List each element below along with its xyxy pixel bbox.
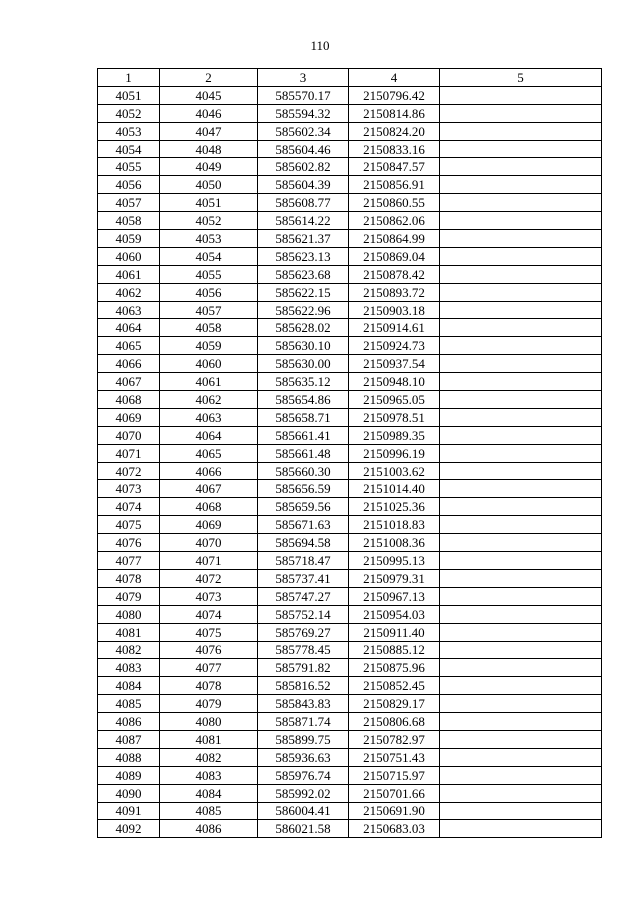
table-row [98,426,602,444]
reference-number-cell: 4056 [160,283,258,301]
column-header-3: 3 [258,69,349,87]
y-coordinate-cell: 2150852.45 [349,677,440,695]
reference-number-cell: 4082 [160,748,258,766]
point-number-cell: 4089 [98,766,160,784]
note-cell [440,820,602,838]
x-coordinate-cell: 585621.37 [258,230,349,248]
note-cell [440,480,602,498]
reference-number-cell: 4050 [160,176,258,194]
x-coordinate-cell: 585608.77 [258,194,349,212]
x-coordinate-cell: 585630.00 [258,355,349,373]
x-coordinate-cell: 585658.71 [258,408,349,426]
reference-number-cell: 4076 [160,641,258,659]
x-coordinate-cell: 586021.58 [258,820,349,838]
reference-number-cell: 4054 [160,247,258,265]
point-number-cell: 4062 [98,283,160,301]
x-coordinate-cell: 585604.46 [258,140,349,158]
table-row [98,86,602,104]
point-number-cell: 4057 [98,194,160,212]
note-cell [440,552,602,570]
note-cell [440,158,602,176]
table-row [98,623,602,641]
point-number-cell: 4061 [98,265,160,283]
table-row [98,158,602,176]
point-number-cell: 4077 [98,552,160,570]
point-number-cell: 4056 [98,176,160,194]
x-coordinate-cell: 585661.48 [258,444,349,462]
page-number: 110 [310,38,330,53]
y-coordinate-cell: 2150875.96 [349,659,440,677]
y-coordinate-cell: 2150893.72 [349,283,440,301]
table-row [98,122,602,140]
table-row [98,766,602,784]
table-row [98,498,602,516]
x-coordinate-cell: 585747.27 [258,587,349,605]
x-coordinate-cell: 585622.15 [258,283,349,301]
point-number-cell: 4063 [98,301,160,319]
y-coordinate-cell: 2150824.20 [349,122,440,140]
table-row [98,659,602,677]
point-number-cell: 4076 [98,534,160,552]
point-number-cell: 4080 [98,605,160,623]
note-cell [440,444,602,462]
y-coordinate-cell: 2150885.12 [349,641,440,659]
point-number-cell: 4083 [98,659,160,677]
reference-number-cell: 4077 [160,659,258,677]
y-coordinate-cell: 2150996.19 [349,444,440,462]
x-coordinate-cell: 585656.59 [258,480,349,498]
reference-number-cell: 4064 [160,426,258,444]
point-number-cell: 4084 [98,677,160,695]
x-coordinate-cell: 585614.22 [258,212,349,230]
x-coordinate-cell: 585659.56 [258,498,349,516]
y-coordinate-cell: 2150751.43 [349,748,440,766]
y-coordinate-cell: 2151014.40 [349,480,440,498]
x-coordinate-cell: 585623.13 [258,247,349,265]
y-coordinate-cell: 2151003.62 [349,462,440,480]
reference-number-cell: 4074 [160,605,258,623]
note-cell [440,337,602,355]
table-row [98,355,602,373]
x-coordinate-cell: 585594.32 [258,104,349,122]
point-number-cell: 4058 [98,212,160,230]
table-row [98,480,602,498]
point-number-cell: 4072 [98,462,160,480]
reference-number-cell: 4073 [160,587,258,605]
note-cell [440,569,602,587]
note-cell [440,802,602,820]
x-coordinate-cell: 585976.74 [258,766,349,784]
reference-number-cell: 4057 [160,301,258,319]
x-coordinate-cell: 585791.82 [258,659,349,677]
y-coordinate-cell: 2150782.97 [349,730,440,748]
table-row [98,605,602,623]
table-row [98,212,602,230]
table-row [98,516,602,534]
reference-number-cell: 4053 [160,230,258,248]
note-cell [440,695,602,713]
x-coordinate-cell: 585871.74 [258,713,349,731]
y-coordinate-cell: 2150856.91 [349,176,440,194]
reference-number-cell: 4045 [160,86,258,104]
note-cell [440,516,602,534]
y-coordinate-cell: 2150806.68 [349,713,440,731]
y-coordinate-cell: 2150948.10 [349,373,440,391]
note-cell [440,605,602,623]
reference-number-cell: 4046 [160,104,258,122]
point-number-cell: 4082 [98,641,160,659]
reference-number-cell: 4068 [160,498,258,516]
note-cell [440,283,602,301]
y-coordinate-cell: 2150989.35 [349,426,440,444]
reference-number-cell: 4047 [160,122,258,140]
y-coordinate-cell: 2150847.57 [349,158,440,176]
point-number-cell: 4051 [98,86,160,104]
table-row [98,265,602,283]
reference-number-cell: 4069 [160,516,258,534]
point-number-cell: 4064 [98,319,160,337]
point-number-cell: 4070 [98,426,160,444]
note-cell [440,194,602,212]
note-cell [440,373,602,391]
reference-number-cell: 4083 [160,766,258,784]
y-coordinate-cell: 2150796.42 [349,86,440,104]
y-coordinate-cell: 2150965.05 [349,391,440,409]
point-number-cell: 4065 [98,337,160,355]
y-coordinate-cell: 2151018.83 [349,516,440,534]
point-number-cell: 4079 [98,587,160,605]
x-coordinate-cell: 585635.12 [258,373,349,391]
table-row [98,319,602,337]
point-number-cell: 4066 [98,355,160,373]
reference-number-cell: 4061 [160,373,258,391]
reference-number-cell: 4067 [160,480,258,498]
note-cell [440,748,602,766]
column-header-4: 4 [349,69,440,87]
y-coordinate-cell: 2150701.66 [349,784,440,802]
reference-number-cell: 4060 [160,355,258,373]
y-coordinate-cell: 2150862.06 [349,212,440,230]
x-coordinate-cell: 585660.30 [258,462,349,480]
note-cell [440,730,602,748]
table-row [98,408,602,426]
note-cell [440,426,602,444]
y-coordinate-cell: 2151025.36 [349,498,440,516]
note-cell [440,122,602,140]
header-row [98,69,602,87]
table-row [98,802,602,820]
point-number-cell: 4091 [98,802,160,820]
point-number-cell: 4074 [98,498,160,516]
point-number-cell: 4087 [98,730,160,748]
x-coordinate-cell: 585694.58 [258,534,349,552]
reference-number-cell: 4080 [160,713,258,731]
table-row [98,748,602,766]
note-cell [440,766,602,784]
y-coordinate-cell: 2150691.90 [349,802,440,820]
reference-number-cell: 4058 [160,319,258,337]
table-row [98,641,602,659]
point-number-cell: 4073 [98,480,160,498]
reference-number-cell: 4052 [160,212,258,230]
table-row [98,713,602,731]
table-row [98,140,602,158]
x-coordinate-cell: 585623.68 [258,265,349,283]
reference-number-cell: 4084 [160,784,258,802]
y-coordinate-cell: 2150833.16 [349,140,440,158]
y-coordinate-cell: 2150683.03 [349,820,440,838]
y-coordinate-cell: 2150864.99 [349,230,440,248]
table-row [98,587,602,605]
reference-number-cell: 4081 [160,730,258,748]
reference-number-cell: 4071 [160,552,258,570]
table-row [98,552,602,570]
coordinates-table [97,68,602,838]
y-coordinate-cell: 2150814.86 [349,104,440,122]
note-cell [440,247,602,265]
table-body [98,86,602,837]
point-number-cell: 4090 [98,784,160,802]
y-coordinate-cell: 2150924.73 [349,337,440,355]
reference-number-cell: 4059 [160,337,258,355]
note-cell [440,86,602,104]
note-cell [440,623,602,641]
y-coordinate-cell: 2150937.54 [349,355,440,373]
x-coordinate-cell: 586004.41 [258,802,349,820]
note-cell [440,301,602,319]
table-row [98,104,602,122]
note-cell [440,784,602,802]
reference-number-cell: 4062 [160,391,258,409]
table-row [98,444,602,462]
x-coordinate-cell: 585622.96 [258,301,349,319]
point-number-cell: 4075 [98,516,160,534]
x-coordinate-cell: 585816.52 [258,677,349,695]
note-cell [440,176,602,194]
table-row [98,820,602,838]
x-coordinate-cell: 585718.47 [258,552,349,570]
reference-number-cell: 4079 [160,695,258,713]
y-coordinate-cell: 2150878.42 [349,265,440,283]
reference-number-cell: 4086 [160,820,258,838]
note-cell [440,212,602,230]
y-coordinate-cell: 2150860.55 [349,194,440,212]
reference-number-cell: 4065 [160,444,258,462]
x-coordinate-cell: 585769.27 [258,623,349,641]
x-coordinate-cell: 585630.10 [258,337,349,355]
note-cell [440,659,602,677]
table-row [98,247,602,265]
table-row [98,695,602,713]
table-header [98,69,602,87]
point-number-cell: 4092 [98,820,160,838]
note-cell [440,355,602,373]
point-number-cell: 4059 [98,230,160,248]
point-number-cell: 4067 [98,373,160,391]
x-coordinate-cell: 585992.02 [258,784,349,802]
table-row [98,230,602,248]
reference-number-cell: 4063 [160,408,258,426]
column-header-5: 5 [440,69,602,87]
reference-number-cell: 4072 [160,569,258,587]
y-coordinate-cell: 2151008.36 [349,534,440,552]
reference-number-cell: 4075 [160,623,258,641]
x-coordinate-cell: 585737.41 [258,569,349,587]
table-row [98,534,602,552]
point-number-cell: 4071 [98,444,160,462]
x-coordinate-cell: 585628.02 [258,319,349,337]
note-cell [440,230,602,248]
reference-number-cell: 4051 [160,194,258,212]
point-number-cell: 4086 [98,713,160,731]
note-cell [440,498,602,516]
reference-number-cell: 4049 [160,158,258,176]
point-number-cell: 4052 [98,104,160,122]
table-row [98,283,602,301]
point-number-cell: 4054 [98,140,160,158]
note-cell [440,462,602,480]
y-coordinate-cell: 2150715.97 [349,766,440,784]
x-coordinate-cell: 585843.83 [258,695,349,713]
x-coordinate-cell: 585752.14 [258,605,349,623]
y-coordinate-cell: 2150829.17 [349,695,440,713]
x-coordinate-cell: 585661.41 [258,426,349,444]
column-header-2: 2 [160,69,258,87]
x-coordinate-cell: 585602.34 [258,122,349,140]
y-coordinate-cell: 2150954.03 [349,605,440,623]
table-row [98,391,602,409]
reference-number-cell: 4048 [160,140,258,158]
y-coordinate-cell: 2150967.13 [349,587,440,605]
note-cell [440,587,602,605]
note-cell [440,713,602,731]
note-cell [440,319,602,337]
note-cell [440,265,602,283]
note-cell [440,104,602,122]
point-number-cell: 4053 [98,122,160,140]
y-coordinate-cell: 2150914.61 [349,319,440,337]
reference-number-cell: 4055 [160,265,258,283]
table-row [98,569,602,587]
point-number-cell: 4078 [98,569,160,587]
table-row [98,337,602,355]
table-row [98,301,602,319]
table-row [98,373,602,391]
point-number-cell: 4055 [98,158,160,176]
point-number-cell: 4085 [98,695,160,713]
note-cell [440,534,602,552]
y-coordinate-cell: 2150979.31 [349,569,440,587]
x-coordinate-cell: 585654.86 [258,391,349,409]
reference-number-cell: 4066 [160,462,258,480]
point-number-cell: 4088 [98,748,160,766]
note-cell [440,641,602,659]
x-coordinate-cell: 585602.82 [258,158,349,176]
x-coordinate-cell: 585899.75 [258,730,349,748]
y-coordinate-cell: 2150911.40 [349,623,440,641]
reference-number-cell: 4085 [160,802,258,820]
table-row [98,784,602,802]
reference-number-cell: 4070 [160,534,258,552]
y-coordinate-cell: 2150903.18 [349,301,440,319]
x-coordinate-cell: 585936.63 [258,748,349,766]
table-row [98,730,602,748]
point-number-cell: 4068 [98,391,160,409]
table-row [98,677,602,695]
x-coordinate-cell: 585778.45 [258,641,349,659]
y-coordinate-cell: 2150995.13 [349,552,440,570]
x-coordinate-cell: 585604.39 [258,176,349,194]
y-coordinate-cell: 2150978.51 [349,408,440,426]
point-number-cell: 4060 [98,247,160,265]
note-cell [440,677,602,695]
point-number-cell: 4081 [98,623,160,641]
table-row [98,176,602,194]
column-header-1: 1 [98,69,160,87]
x-coordinate-cell: 585570.17 [258,86,349,104]
y-coordinate-cell: 2150869.04 [349,247,440,265]
note-cell [440,408,602,426]
table-row [98,462,602,480]
x-coordinate-cell: 585671.63 [258,516,349,534]
table-row [98,194,602,212]
note-cell [440,140,602,158]
reference-number-cell: 4078 [160,677,258,695]
point-number-cell: 4069 [98,408,160,426]
note-cell [440,391,602,409]
